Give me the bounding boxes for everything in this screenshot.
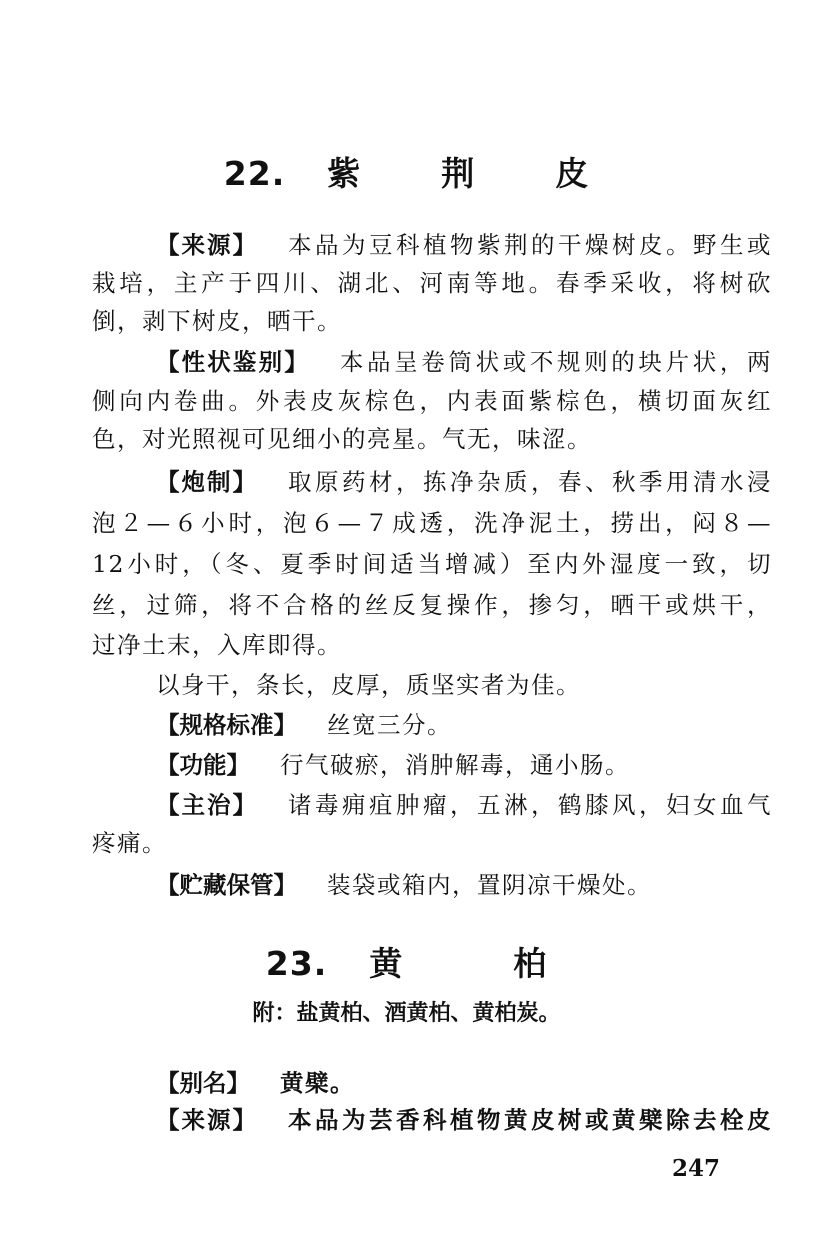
title-char: 柏 bbox=[513, 944, 548, 983]
storage-paragraph bbox=[156, 866, 772, 900]
section-number: 22. bbox=[223, 154, 286, 193]
title-char: 皮 bbox=[555, 154, 590, 193]
alias-paragraph bbox=[156, 1064, 772, 1098]
processing-paragraph bbox=[156, 463, 772, 497]
text-line: 12小时，（冬、夏季时间适当增减）至内外湿度一致，切 bbox=[92, 550, 772, 578]
text-line: 色，对光照视可见细小的亮星。气无，味涩。 bbox=[92, 425, 592, 453]
source-text: 本品为芸香科植物黄皮树或黄檗除去栓皮 bbox=[288, 1106, 772, 1134]
function-text: 行气破瘀，消肿解毒，通小肠。 bbox=[280, 751, 630, 779]
source-paragraph bbox=[156, 1101, 772, 1135]
source-label: 【来源】 bbox=[156, 231, 258, 259]
title-char: 荆 bbox=[441, 154, 476, 193]
text-line: 本品呈卷筒状或不规则的块片状，两 bbox=[339, 348, 773, 376]
page-number: 247 bbox=[672, 1155, 721, 1182]
section-23-title bbox=[0, 938, 813, 985]
alias-label: 【别名】 bbox=[156, 1069, 250, 1097]
text-line: 过净土末，入库即得。 bbox=[92, 631, 342, 659]
alias-text: 黄檗。 bbox=[280, 1069, 355, 1097]
quality-note: 以身干，条长，皮厚，质坚实者为佳。 bbox=[156, 671, 581, 699]
text-line: 取原药材，拣净杂质，春、秋季用清水浸 bbox=[288, 468, 772, 496]
spec-text: 丝宽三分。 bbox=[327, 711, 452, 739]
text-line: 侧向内卷曲。外表皮灰棕色，内表面紫棕色，横切面灰红 bbox=[92, 387, 772, 415]
section-23-subtitle: 附：盐黄柏、酒黄柏、黄柏炭。 bbox=[252, 1001, 561, 1026]
identification-paragraph bbox=[156, 343, 772, 377]
title-char: 黄 bbox=[369, 944, 404, 983]
text-line: 泡２—６小时，泡６—７成透，洗净泥土，捞出，闷８— bbox=[92, 509, 772, 537]
text-line: 倒，剥下树皮，晒干。 bbox=[92, 307, 342, 335]
text-line: 本品为豆科植物紫荆的干燥树皮。野生或 bbox=[288, 231, 772, 259]
storage-label: 【贮藏保管】 bbox=[156, 871, 297, 899]
processing-label: 【炮制】 bbox=[156, 468, 258, 496]
indication-label: 【主治】 bbox=[156, 791, 258, 819]
function-paragraph bbox=[156, 746, 772, 780]
indication-paragraph bbox=[156, 786, 772, 820]
spec-paragraph bbox=[156, 706, 772, 740]
text-line: 诸毒痈疽肿瘤，五淋，鹤膝风，妇女血气 bbox=[288, 791, 772, 819]
function-label: 【功能】 bbox=[156, 751, 250, 779]
source-paragraph bbox=[156, 226, 772, 260]
source-label: 【来源】 bbox=[156, 1106, 258, 1134]
text-line: 丝，过筛，将不合格的丝反复操作，掺匀，晒干或烘干， bbox=[92, 591, 772, 619]
text-line: 栽培，主产于四川、湖北、河南等地。春季采收，将树砍 bbox=[92, 269, 772, 297]
identification-label: 【性状鉴别】 bbox=[156, 348, 310, 376]
section-22-title bbox=[0, 148, 813, 195]
title-char: 紫 bbox=[327, 154, 362, 193]
storage-text: 装袋或箱内，置阴凉干燥处。 bbox=[327, 871, 652, 899]
section-number: 23. bbox=[265, 944, 328, 983]
spec-label: 【规格标准】 bbox=[156, 711, 297, 739]
text-line: 疼痛。 bbox=[92, 829, 167, 857]
